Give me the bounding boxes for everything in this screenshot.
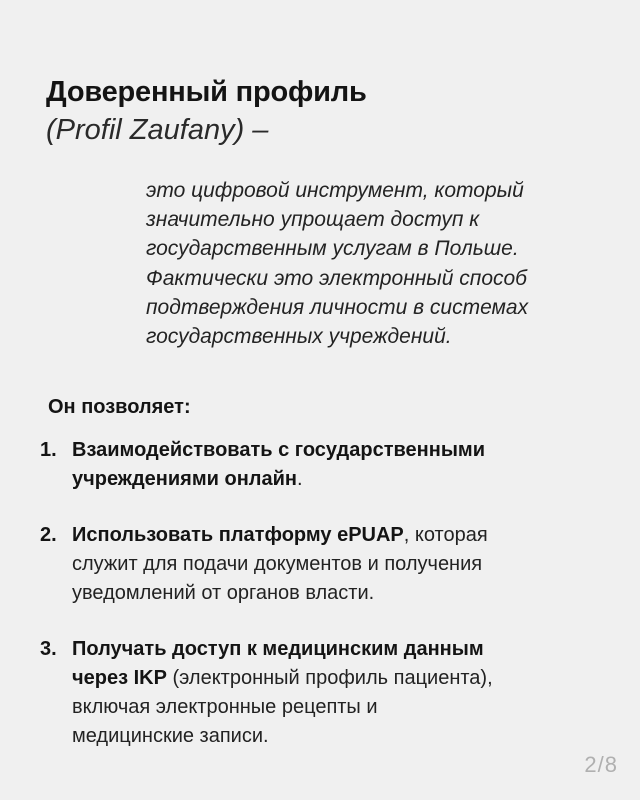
- list-item-text: [72, 436, 620, 494]
- list-item-line: [72, 465, 620, 494]
- list-item: [40, 436, 620, 494]
- list-item-line: [72, 664, 620, 693]
- bold-text: учреждениями онлайн: [72, 468, 297, 490]
- list-item-line: [72, 550, 620, 579]
- regular-text: включая электронные рецепты и: [72, 696, 378, 718]
- page-title: Доверенный профиль: [46, 76, 367, 108]
- description-line: Фактически это электронный способ: [146, 266, 527, 290]
- list-item-line: [72, 693, 620, 722]
- list-item-line: [72, 521, 620, 550]
- description-line: это цифровой инструмент, который: [146, 179, 524, 202]
- regular-text: .: [297, 468, 303, 490]
- description: [146, 176, 616, 351]
- regular-text: (электронный профиль пациента),: [166, 667, 493, 689]
- feature-list: [40, 436, 620, 751]
- regular-text: медицинские записи.: [72, 725, 269, 747]
- bold-text: Взаимодействовать с государственными: [72, 439, 485, 461]
- bold-text: через IKP: [72, 667, 167, 689]
- description-line: государственным услугам в Польше.: [146, 237, 519, 261]
- list-item-line: [72, 436, 620, 465]
- list-item-line: [72, 722, 620, 751]
- list-item: [40, 635, 620, 751]
- regular-text: служит для подачи документов и получения: [72, 553, 483, 575]
- regular-text: , которая: [403, 524, 488, 546]
- description-line: подтверждения личности в системах: [146, 295, 529, 319]
- page-indicator: 2/8: [584, 752, 618, 777]
- list-item-text: [72, 521, 620, 608]
- list-item: [40, 521, 620, 608]
- list-item-text: [72, 635, 620, 751]
- list-item-line: [72, 635, 620, 664]
- list-item-number: 3.: [40, 638, 57, 660]
- bold-text: Использовать платформу ePUAP: [72, 524, 404, 546]
- list-item-number: 2.: [40, 524, 57, 546]
- regular-text: уведомлений от органов власти.: [72, 582, 375, 604]
- bold-text: Получать доступ к медицинским данным: [72, 638, 484, 660]
- description-line: государственных учреждений.: [146, 325, 452, 349]
- allows-heading: Он позволяет:: [48, 396, 191, 418]
- page-subtitle: (Profil Zaufany) –: [46, 114, 269, 146]
- list-item-line: [72, 579, 620, 608]
- list-item-number: 1.: [40, 439, 57, 461]
- description-line: значительно упрощает доступ к: [146, 208, 480, 232]
